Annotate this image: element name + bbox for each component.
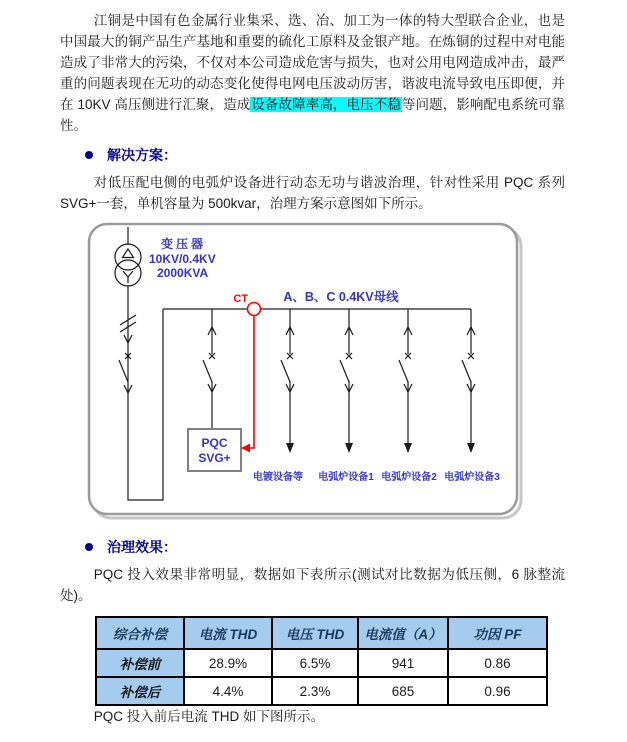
- cell-after-voltage-thd: 2.3%: [272, 677, 358, 705]
- bus-label: A、B、C 0.4KV母线: [283, 290, 399, 304]
- feeder-4-label: 电弧炉设备3: [444, 472, 500, 483]
- solution-heading-label: 解决方案：: [107, 147, 177, 163]
- header-cell-power-factor: 功因 PF: [448, 617, 547, 649]
- cell-before-current-value: 941: [358, 649, 448, 677]
- intro-paragraph: [60, 10, 565, 136]
- cell-after-power-factor: 0.96: [448, 677, 547, 705]
- oneline-diagram-svg: [86, 221, 526, 523]
- table-row: [96, 677, 547, 705]
- intro-text-post: 等问题，影响配电系统可靠性。: [60, 97, 566, 133]
- row-label-before: 补偿前: [96, 649, 184, 677]
- feeder-3-label: 电弧炉设备2: [381, 472, 437, 483]
- header-cell-current-thd: 电流 THD: [184, 617, 272, 649]
- cell-before-voltage-thd: 6.5%: [272, 649, 358, 677]
- header-cell-current-value: 电流值（A）: [358, 617, 448, 649]
- effect-paragraph: PQC 投入效果非常明显，数据如下表所示(测试对比数据为低压侧，6 脉整流处)。: [60, 567, 565, 603]
- oneline-diagram: [86, 221, 565, 528]
- pqc-box-line1: PQC: [201, 436, 228, 450]
- table-row: [96, 649, 547, 677]
- header-cell-compensation: 综合补偿: [96, 617, 184, 649]
- bullet-icon: [85, 151, 93, 159]
- row-label-after: 补偿后: [96, 677, 184, 705]
- cell-before-current-thd: 28.9%: [184, 649, 272, 677]
- ct-label: CT: [233, 293, 248, 305]
- effect-heading-label: 治理效果：: [107, 539, 177, 555]
- solution-paragraph: 对低压配电侧的电弧炉设备进行动态无功与谐波治理，针对性采用 PQC 系列 SVG+一套，单机容量为 500kvar，治理方案示意图如下所示。: [60, 175, 565, 211]
- svg-text:10KV/0.4KV: 10KV/0.4KV: [149, 252, 216, 266]
- intro-text-pre: 江铜是中国有色金属行业集采、选、冶、加工为一体的特大型联合企业，也是中国最大的铜产品生产基地和重要的硫化工原料及金银产地。在炼铜的过程中对电能造成了非常大的污染，不仅对本公司造成危害与损失，也对公用电网造成冲击，最严重的问题表现在无功的动态变化使得电网电压波动厉害，谐波电流导致电压即便，并在 10KV 高压侧进行汇聚，造成: [60, 13, 565, 112]
- cell-before-power-factor: 0.86: [448, 649, 547, 677]
- highlight-text: 设备故障率高，电压不稳: [251, 97, 401, 112]
- feeder-2-label: 电弧炉设备1: [318, 472, 374, 483]
- effect-heading: [85, 537, 565, 557]
- bullet-icon: [85, 543, 93, 551]
- diagram-border: [89, 224, 517, 514]
- closing-paragraph: PQC 投入前后电流 THD 如下图所示。: [93, 709, 325, 724]
- feeder-1-label: 电镀设备等: [253, 472, 303, 483]
- cell-after-current-thd: 4.4%: [184, 677, 272, 705]
- cell-after-current-value: 685: [358, 677, 448, 705]
- svg-text:2000KVA: 2000KVA: [157, 266, 209, 280]
- solution-heading: [85, 145, 565, 165]
- table-header-row: [96, 617, 547, 649]
- pqc-box-line2: SVG+: [198, 451, 231, 465]
- pqc-box: [188, 429, 241, 471]
- compensation-result-table: [95, 616, 548, 706]
- svg-text:变压器: 变压器: [161, 237, 207, 251]
- header-cell-voltage-thd: 电压 THD: [272, 617, 358, 649]
